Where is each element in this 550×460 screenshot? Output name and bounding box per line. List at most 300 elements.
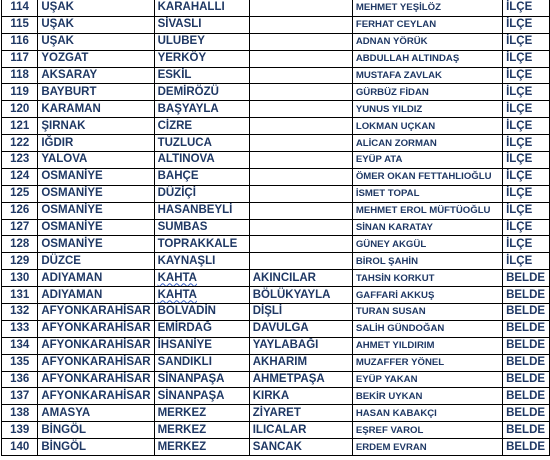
mayor-name-text: YUNUS YILDIZ [355, 103, 423, 115]
district-text: CİZRE [157, 119, 193, 132]
mayor-name-text: BEKİR UYKAN [355, 390, 423, 402]
mayor-name-cell [352, 388, 502, 405]
mayor-name-text: İSMET TOPAL [355, 188, 420, 200]
province-cell [38, 439, 154, 456]
row-number-text: 135 [10, 356, 30, 369]
district-text: KAHTA [157, 288, 197, 301]
mayor-name-cell [352, 152, 502, 169]
mayor-name-cell [352, 422, 502, 439]
province-text: AFYONKARAHİSAR [41, 389, 151, 402]
type-text: BELDE [506, 288, 546, 301]
row-number-text: 114 [10, 1, 29, 14]
district-cell [154, 422, 249, 439]
row-number-cell [2, 67, 38, 84]
town-cell [249, 84, 352, 101]
mayor-list-table [1, 0, 550, 456]
mayor-name-text: ABDULLAH ALTINDAŞ [355, 53, 460, 65]
province-cell [38, 0, 154, 16]
town-cell [249, 0, 352, 16]
type-cell [503, 439, 550, 456]
town-cell [249, 354, 352, 371]
table-row [2, 16, 550, 33]
province-text: AFYONKARAHİSAR [41, 305, 151, 318]
row-number-cell [2, 33, 38, 50]
province-cell [38, 135, 154, 152]
province-cell [38, 118, 154, 135]
district-text: DÜZİÇİ [157, 187, 196, 200]
type-cell [503, 236, 550, 253]
town-text: AKHARIM [252, 356, 308, 369]
row-number-text: 126 [10, 204, 30, 217]
province-cell [38, 337, 154, 354]
mayor-name-text: AHMET YILDIRIM [355, 340, 435, 352]
district-cell [154, 185, 249, 202]
mayor-name-cell [352, 118, 502, 135]
province-text: UŞAK [41, 1, 74, 14]
town-cell [249, 152, 352, 169]
row-number-text: 119 [10, 85, 29, 98]
town-cell [249, 287, 352, 304]
district-text: MERKEZ [157, 440, 207, 453]
district-cell [154, 219, 249, 236]
row-number-text: 120 [10, 102, 30, 115]
district-text: ULUBEY [157, 35, 205, 48]
mayor-name-cell [352, 337, 502, 354]
province-cell [38, 253, 154, 270]
type-text: İLÇE [506, 69, 533, 81]
table-row [2, 101, 550, 118]
province-text: OSMANİYE [41, 170, 103, 183]
district-cell [154, 253, 249, 270]
type-text: İLÇE [506, 85, 533, 98]
district-text: HASANBEYLİ [157, 204, 233, 217]
type-cell [503, 422, 550, 439]
type-cell [503, 202, 550, 219]
table-row [2, 236, 550, 253]
town-cell [249, 253, 352, 270]
type-cell [503, 388, 550, 405]
province-text: IĞDIR [41, 136, 74, 149]
type-text: BELDE [506, 322, 546, 335]
mayor-name-text: ERDEM EVRAN [355, 441, 427, 453]
town-cell [249, 304, 352, 321]
type-cell [503, 219, 550, 236]
province-text: BİNGÖL [41, 440, 87, 453]
province-text: AKSARAY [41, 69, 98, 81]
mayor-name-text: HASAN KABAKÇI [355, 407, 437, 419]
town-text: AKINCILAR [252, 271, 316, 284]
town-text: DAVULGA [252, 322, 309, 335]
province-cell [38, 236, 154, 253]
row-number-text: 125 [10, 187, 30, 200]
town-text: AHMETPAŞA [252, 373, 325, 386]
town-cell [249, 135, 352, 152]
province-text: DÜZCE [41, 254, 81, 267]
district-text: ESKİL [157, 69, 192, 81]
row-number-text: 123 [10, 153, 30, 166]
province-text: AFYONKARAHİSAR [41, 339, 151, 352]
table-row [2, 152, 550, 169]
type-cell [503, 304, 550, 321]
district-cell [154, 439, 249, 456]
province-cell [38, 371, 154, 388]
province-text: OSMANİYE [41, 187, 103, 200]
mayor-name-cell [352, 304, 502, 321]
type-cell [503, 270, 550, 287]
mayor-name-cell [352, 0, 502, 16]
row-number-text: 138 [10, 406, 30, 419]
province-text: YALOVA [41, 153, 88, 166]
town-cell [249, 16, 352, 33]
town-cell [249, 168, 352, 185]
province-cell [38, 354, 154, 371]
type-cell [503, 320, 550, 337]
row-number-cell [2, 202, 38, 219]
mayor-name-cell [352, 287, 502, 304]
mayor-name-cell [352, 33, 502, 50]
mayor-name-text: EYÜP YAKAN [355, 374, 418, 386]
district-cell [154, 16, 249, 33]
district-cell [154, 202, 249, 219]
town-cell [249, 33, 352, 50]
row-number-text: 134 [10, 339, 30, 352]
table-row [2, 202, 550, 219]
mayor-name-text: MEHMET YEŞİLÖZ [355, 2, 441, 14]
type-cell [503, 67, 550, 84]
town-text: YAYLABAĞI [252, 339, 319, 352]
type-text: İLÇE [506, 18, 533, 31]
type-cell [503, 337, 550, 354]
province-cell [38, 101, 154, 118]
town-cell [249, 439, 352, 456]
district-text: ALTINOVA [157, 153, 215, 166]
province-text: BAYBURT [41, 85, 97, 98]
district-cell [154, 135, 249, 152]
type-text: İLÇE [506, 204, 533, 217]
province-text: YOZGAT [41, 52, 89, 65]
district-cell [154, 337, 249, 354]
province-cell [38, 67, 154, 84]
mayor-name-text: LOKMAN UÇKAN [355, 120, 436, 132]
table-row [2, 337, 550, 354]
type-text: İLÇE [506, 119, 533, 132]
district-cell [154, 67, 249, 84]
province-text: UŞAK [41, 18, 74, 31]
province-text: AFYONKARAHİSAR [41, 322, 151, 335]
district-text: SİVASLI [157, 18, 202, 31]
table-row [2, 84, 550, 101]
table-row [2, 354, 550, 371]
province-cell [38, 320, 154, 337]
mayor-name-cell [352, 219, 502, 236]
district-text: KAHTA [157, 271, 197, 284]
province-text: ŞIRNAK [41, 119, 86, 132]
row-number-cell [2, 371, 38, 388]
town-cell [249, 101, 352, 118]
type-text: İLÇE [506, 170, 533, 183]
town-text: ZİYARET [252, 406, 301, 419]
town-text: DİŞLİ [252, 305, 283, 318]
row-number-cell [2, 185, 38, 202]
province-text: UŞAK [41, 35, 74, 48]
table-row [2, 219, 550, 236]
mayor-name-text: GAFFARİ AKKUŞ [355, 289, 435, 301]
type-cell [503, 152, 550, 169]
mayor-name-text: GÜRBÜZ FİDAN [355, 86, 429, 98]
district-text: TOPRAKKALE [157, 237, 238, 250]
mayor-name-cell [352, 253, 502, 270]
row-number-text: 130 [10, 271, 30, 284]
row-number-cell [2, 236, 38, 253]
type-text: BELDE [506, 423, 546, 436]
district-cell [154, 33, 249, 50]
district-cell [154, 236, 249, 253]
type-cell [503, 185, 550, 202]
town-text: BÖLÜKYAYLA [252, 288, 331, 301]
type-text: İLÇE [506, 221, 533, 234]
province-cell [38, 50, 154, 67]
type-cell [503, 354, 550, 371]
table-row [2, 253, 550, 270]
town-cell [249, 185, 352, 202]
row-number-cell [2, 135, 38, 152]
row-number-text: 140 [10, 440, 30, 453]
mayor-name-cell [352, 84, 502, 101]
mayor-name-cell [352, 354, 502, 371]
type-text: BELDE [506, 339, 546, 352]
mayor-name-cell [352, 439, 502, 456]
row-number-cell [2, 152, 38, 169]
district-cell [154, 152, 249, 169]
table-row [2, 67, 550, 84]
row-number-text: 122 [10, 136, 30, 149]
table-row [2, 50, 550, 67]
district-text: EMİRDAĞ [157, 322, 212, 335]
district-text: BAHÇE [157, 170, 199, 183]
mayor-name-cell [352, 168, 502, 185]
row-number-text: 131 [10, 288, 30, 301]
type-cell [503, 84, 550, 101]
type-text: İLÇE [506, 187, 533, 200]
row-number-text: 116 [10, 35, 29, 48]
table-row [2, 304, 550, 321]
province-cell [38, 152, 154, 169]
type-cell [503, 253, 550, 270]
type-cell [503, 33, 550, 50]
type-cell [503, 0, 550, 16]
mayor-name-cell [352, 202, 502, 219]
mayor-name-cell [352, 50, 502, 67]
type-text: BELDE [506, 373, 546, 386]
district-text: SUMBAS [157, 221, 208, 234]
district-cell [154, 304, 249, 321]
type-cell [503, 405, 550, 422]
mayor-name-text: MEHMET EROL MÜFTÜOĞLU [355, 205, 491, 217]
mayor-name-text: ADNAN YÖRÜK [355, 36, 428, 48]
town-cell [249, 371, 352, 388]
town-cell [249, 388, 352, 405]
district-text: TUZLUCA [157, 136, 212, 149]
province-text: AFYONKARAHİSAR [41, 356, 151, 369]
table-row [2, 422, 550, 439]
type-cell [503, 168, 550, 185]
mayor-name-text: MUSTAFA ZAVLAK [355, 70, 442, 81]
town-cell [249, 50, 352, 67]
type-text: BELDE [506, 389, 546, 402]
row-number-text: 118 [10, 69, 29, 81]
table-body [2, 0, 550, 456]
district-text: BAŞYAYLA [157, 102, 219, 115]
row-number-text: 121 [10, 119, 30, 132]
row-number-cell [2, 270, 38, 287]
row-number-text: 117 [10, 52, 29, 65]
row-number-cell [2, 337, 38, 354]
district-text: YERKÖY [157, 52, 207, 65]
type-cell [503, 101, 550, 118]
row-number-cell [2, 168, 38, 185]
province-cell [38, 270, 154, 287]
table-row [2, 135, 550, 152]
district-text: SİNANPAŞA [157, 373, 225, 386]
mayor-name-text: SİNAN KARATAY [355, 222, 433, 234]
province-text: OSMANİYE [41, 221, 103, 234]
mayor-name-cell [352, 236, 502, 253]
row-number-text: 133 [10, 322, 30, 335]
town-cell [249, 236, 352, 253]
table-row [2, 118, 550, 135]
type-text: İLÇE [506, 153, 533, 166]
row-number-cell [2, 118, 38, 135]
type-text: BELDE [506, 271, 546, 284]
mayor-name-cell [352, 371, 502, 388]
row-number-cell [2, 219, 38, 236]
district-cell [154, 0, 249, 16]
type-text: İLÇE [506, 35, 533, 48]
row-number-cell [2, 50, 38, 67]
row-number-cell [2, 354, 38, 371]
province-text: OSMANİYE [41, 237, 103, 250]
mayor-name-text: FERHAT CEYLAN [355, 19, 437, 31]
province-cell [38, 388, 154, 405]
district-text: KARAHALLI [157, 1, 225, 14]
type-text: İLÇE [506, 1, 533, 14]
town-cell [249, 67, 352, 84]
mayor-name-cell [352, 67, 502, 84]
district-text: MERKEZ [157, 406, 207, 419]
town-cell [249, 118, 352, 135]
table-row [2, 33, 550, 50]
table-row [2, 168, 550, 185]
province-text: AMASYA [41, 406, 91, 419]
district-cell [154, 405, 249, 422]
town-cell [249, 422, 352, 439]
district-cell [154, 50, 249, 67]
province-cell [38, 219, 154, 236]
mayor-name-cell [352, 101, 502, 118]
table-row [2, 405, 550, 422]
mayor-name-text: GÜNEY AKGÜL [355, 238, 427, 250]
table-row [2, 388, 550, 405]
mayor-name-text: TAHSİN KORKUT [355, 272, 435, 284]
type-cell [503, 118, 550, 135]
district-text: MERKEZ [157, 423, 207, 436]
type-text: BELDE [506, 440, 546, 453]
province-cell [38, 422, 154, 439]
district-cell [154, 118, 249, 135]
row-number-cell [2, 84, 38, 101]
district-cell [154, 371, 249, 388]
district-text: DEMİRÖZÜ [157, 85, 219, 98]
district-cell [154, 320, 249, 337]
province-text: ADIYAMAN [41, 288, 103, 301]
type-cell [503, 50, 550, 67]
mayor-name-text: TURAN SUSAN [355, 306, 426, 318]
district-cell [154, 388, 249, 405]
type-text: BELDE [506, 305, 546, 318]
row-number-text: 115 [10, 18, 29, 31]
row-number-text: 124 [10, 170, 30, 183]
row-number-text: 129 [10, 254, 30, 267]
mayor-name-cell [352, 405, 502, 422]
mayor-name-text: MUZAFFER YÖNEL [355, 357, 445, 369]
district-cell [154, 270, 249, 287]
type-text: BELDE [506, 356, 546, 369]
province-cell [38, 304, 154, 321]
row-number-cell [2, 320, 38, 337]
town-cell [249, 405, 352, 422]
town-cell [249, 270, 352, 287]
town-cell [249, 320, 352, 337]
province-cell [38, 84, 154, 101]
type-text: İLÇE [506, 52, 533, 65]
mayor-name-text: ALİCAN ZORMAN [355, 137, 437, 149]
province-cell [38, 202, 154, 219]
mayor-name-cell [352, 16, 502, 33]
table-row [2, 185, 550, 202]
row-number-text: 137 [10, 389, 30, 402]
town-text: SANCAK [252, 440, 302, 453]
town-cell [249, 337, 352, 354]
row-number-cell [2, 439, 38, 456]
type-text: İLÇE [506, 254, 533, 267]
table-row [2, 270, 550, 287]
row-number-cell [2, 0, 38, 16]
mayor-name-text: BİROL ŞAHİN [355, 255, 419, 267]
mayor-name-text: SALİH GÜNDOĞAN [355, 323, 445, 335]
town-cell [249, 219, 352, 236]
row-number-cell [2, 16, 38, 33]
table-row [2, 0, 550, 16]
district-text: İHSANİYE [157, 339, 212, 352]
town-text: KIRKA [252, 389, 290, 402]
district-cell [154, 84, 249, 101]
province-text: ADIYAMAN [41, 271, 103, 284]
mayor-name-text: EŞREF VAROL [355, 424, 424, 436]
type-cell [503, 287, 550, 304]
province-cell [38, 185, 154, 202]
row-number-text: 128 [10, 237, 30, 250]
mayor-name-cell [352, 185, 502, 202]
table-row [2, 371, 550, 388]
province-text: AFYONKARAHİSAR [41, 373, 151, 386]
town-cell [249, 202, 352, 219]
type-cell [503, 371, 550, 388]
type-text: İLÇE [506, 102, 533, 115]
province-cell [38, 33, 154, 50]
mayor-name-text: EYÜP ATA [355, 154, 403, 166]
row-number-text: 139 [10, 423, 30, 436]
district-text: KAYNAŞLI [157, 254, 216, 267]
